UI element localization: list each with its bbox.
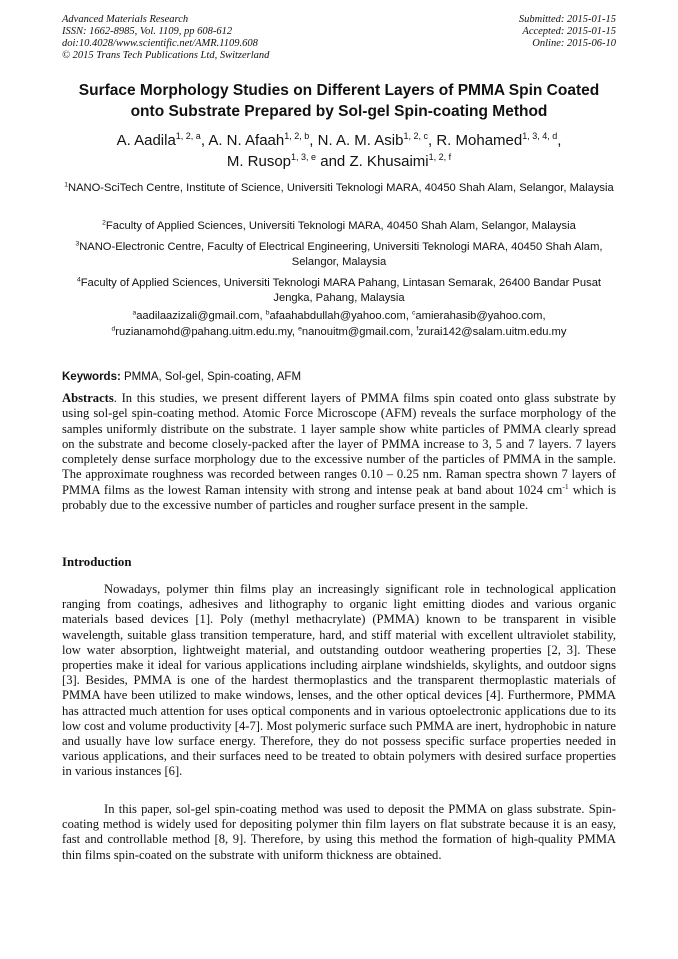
online-date: Online: 2015-06-10 [532, 38, 616, 49]
affiliation [62, 240, 616, 270]
journal-info [62, 14, 269, 62]
abstract-text-end: which is probably due to the excessive number of particles and rougher surface present in the sample. [62, 482, 616, 513]
body-paragraph: Nowadays, polymer thin films play an increasingly significant role in technological application ranging from coatings, adhesives and lithography to organic light emitting diodes and various organic materials based devices [1]. Poly (methyl methacrylate) (PMMA) known to be transparent in visible wavelength, suitable glass transition temperature, hard, and stiff material with excellent ultraviolet stability, low water absorption, lightweight material, and outstanding outdoor weathering properties [2, 3]. These properties make it ideal for various applications including airplane windshields, skylights, and outdoor signs [3]. Besides, PMMA is one of the hardest thermoplastics and the transparent thermoplastic materials of PMMA have been utilized to make windows, lenses, and the other optical devices [4]. Furthermore, PMMA has attracted much attention for uses optical components and in various optoelectronic applications due to its low cost and volume productivity [4-7]. Most polymeric surface such PMMA are inert, hydrophobic in nature and usually have low surface energy. Therefore, they do not possess specific surface properties needed in various applications, and their surfaces need to be treated to obtain polymers with desired surface properties in various instances [6]. [62, 582, 616, 779]
email-address: aadilaazizali@gmail.com [136, 310, 260, 322]
author-separator: , [200, 132, 209, 149]
unit-exponent: -1 [562, 481, 569, 491]
journal-name: Advanced Materials Research [62, 14, 189, 25]
journal-issn: ISSN: 1662-8985, Vol. 1109, pp 608-612 [62, 26, 233, 37]
author-affiliation-marker: 1, 2, c [403, 131, 428, 141]
affiliation-text: Faculty of Applied Sciences, Universiti Teknologi MARA, 40450 Shah Alam, Selangor, Malaysia [105, 220, 576, 232]
email-marker: a [132, 309, 137, 317]
email-marker: f [416, 325, 419, 333]
affiliation [62, 181, 616, 196]
journal-copyright: © 2015 Trans Tech Publications Ltd, Switzerland [62, 50, 270, 61]
keywords-label: Keywords: [62, 371, 121, 383]
author-list [60, 130, 618, 172]
abstract-text: . In this studies, we present different layers of PMMA films spin coated onto glass substrate by using sol-gel spin-coating method. Atomic Force Microscope (AFM) reveals the surface morphology of the samples uniformly distribute on the substrate. 1 layer sample show white particles of PMMA clearly spread on the substrate and become closely-packed after the layer of PMMA increase to 3, 5 and 7 layers. 7 layers completely dense surface morphology due to the excessive number of the particles of PMMA in the sample. The approximate roughness was recorded between ranges 0.10 – 0.25 nm. Raman spectra shown 7 layers of PMMA films as the lowest Raman intensity with strong and intense peak at band about 1024 cm [62, 391, 616, 497]
section-heading: Introduction [62, 555, 132, 569]
affiliation-marker: 4 [76, 276, 81, 284]
author-conjunction: and [316, 153, 350, 170]
keywords [62, 370, 616, 385]
author-affiliation-marker: 1, 3, e [291, 152, 317, 162]
affiliation-text: NANO-Electronic Centre, Faculty of Electrical Engineering, Universiti Teknologi MARA, 40450 Shah Alam, Selangor, Malaysia [79, 241, 603, 268]
abstract-label: Abstracts [62, 391, 114, 405]
affiliation-text: Faculty of Applied Sciences, Universiti Teknologi MARA Pahang, Lintasan Semarak, 26400 Bandar Pusat Jengka, Pahang, Malaysia [80, 277, 602, 304]
affiliation-marker: 1 [64, 181, 68, 189]
affiliation-text: NANO-SciTech Centre, Institute of Science, Universiti Teknologi MARA, 40450 Shah Alam, Selangor, Malaysia [67, 182, 614, 194]
email-marker: c [412, 309, 416, 317]
email-address: amierahasib@yahoo.com [415, 310, 543, 322]
author-affiliation-marker: 1, 3, 4, d [522, 131, 558, 141]
email-address: zurai142@salam.uitm.edu.my [418, 326, 567, 338]
body-paragraph: In this paper, sol-gel spin-coating method was used to deposit the PMMA on glass substrate. Spin-coating method is widely used for depositing polymer thin film layers on flat substrate because it is an easy, fast and controllable method [8, 9]. Therefore, by using this method the formation of high-quality PMMA thin films spin-coated on the substrate with uniform thickness are obtained. [62, 802, 616, 862]
author-name: R. Mohamed [436, 132, 523, 149]
email-list: $^a$aadilaazizali@gmail.com, $^b$afaahabdullah@yahoo.com, $^c$amierahasib@yahoo.com, $^d$ruzianamohd@pahang.uitm.edu.my, $^e$nanouitm@gmail.com, $^f$zurai142@salam.uitm.edu.my [111, 309, 567, 338]
keywords-text: PMMA, Sol-gel, Spin-coating, AFM [120, 371, 302, 383]
submitted-date: Submitted: 2015-01-15 [518, 14, 616, 25]
paper-title: Surface Morphology Studies on Different Layers of PMMA Spin Coated onto Substrate Prepared by Sol-gel Spin-coating Method [78, 82, 600, 120]
email-address: nanouitm@gmail.com [301, 326, 411, 338]
journal-doi: doi:10.4028/www.scientific.net/AMR.1109.608 [62, 38, 258, 49]
author-name: M. Rusop [226, 153, 292, 170]
author-separator: , [557, 132, 562, 149]
author-name: A. N. Afaah [208, 132, 285, 149]
affiliation-marker: 2 [102, 219, 106, 227]
affiliation [62, 219, 616, 234]
author-affiliation-marker: 1, 2, b [284, 131, 310, 141]
affiliation-marker: 3 [75, 240, 80, 248]
publication-dates [519, 14, 616, 50]
accepted-date: Accepted: 2015-01-15 [522, 26, 616, 37]
abstract [62, 391, 616, 513]
author-separator: , [309, 132, 318, 149]
affiliation [62, 276, 616, 306]
author-name: N. A. M. Asib [317, 132, 404, 149]
author-affiliation-marker: 1, 2, f [428, 152, 452, 162]
email-marker: e [298, 325, 302, 333]
email-address: ruzianamohd@pahang.uitm.edu.my [115, 326, 292, 338]
author-name: Z. Khusaimi [349, 153, 429, 170]
email-marker: b [265, 309, 270, 317]
author-separator: , [428, 132, 437, 149]
author-affiliation-marker: 1, 2, a [175, 131, 201, 141]
email-marker: d [111, 325, 116, 333]
author-name: A. Aadila [116, 132, 176, 149]
email-address: afaahabdullah@yahoo.com [269, 310, 406, 322]
